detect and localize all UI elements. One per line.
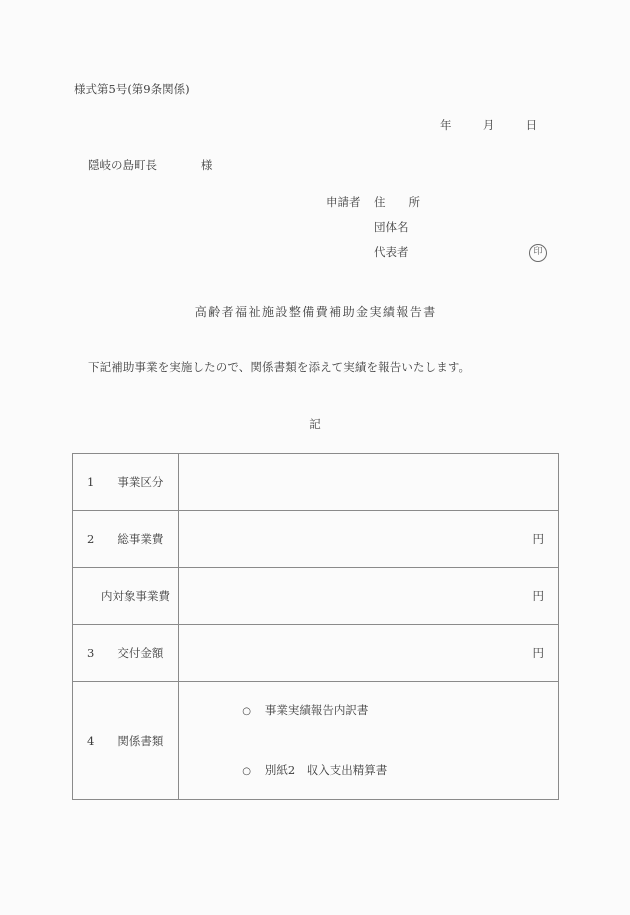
list-item[interactable] [191,693,558,728]
form-code-label: 様式第5号(第9条関係) [74,82,190,96]
applicant-address-label: 住 所 [374,195,420,209]
applicant-organization-label: 団体名 [374,220,409,234]
report-form-table [72,453,559,800]
page-title: 高齢者福祉施設整備費補助金実績報告書 [194,305,437,319]
table-cell-value-eligible-cost[interactable] [179,568,559,625]
circle-bullet-icon: ○ [242,705,251,717]
intro-paragraph: 下記補助事業を実施したので、関係書類を添えて実績を報告いたします。 [88,360,471,374]
table-cell-label-total-cost [73,511,179,568]
related-document-label: 事業実績報告内訳書 [264,702,369,717]
table-row [73,682,559,800]
related-documents-list [179,682,558,799]
applicant-representative-label: 代表者 [374,245,409,259]
table-row [73,568,559,625]
list-item[interactable] [191,753,558,788]
applicant-row-organization [326,222,556,247]
table-cell-label-related-documents [73,682,179,800]
applicant-prefix-label: 申請者 [326,195,361,209]
label-business-category: 1 事業区分 [87,475,164,489]
unit-yen: 円 [532,589,544,603]
table-row [73,625,559,682]
applicant-row-address [326,197,556,222]
table-cell-value-total-cost[interactable] [179,511,559,568]
unit-yen: 円 [532,532,544,546]
label-related-documents: 4 関係書類 [87,733,164,748]
circle-bullet-icon: ○ [242,765,251,777]
label-grant-amount: 3 交付金額 [87,646,164,660]
table-row [73,511,559,568]
applicant-block [326,197,556,272]
ki-marker: 記 [309,417,321,431]
date-line: 年 月 日 [440,118,538,132]
table-cell-label-grant-amount [73,625,179,682]
label-total-cost: 2 総事業費 [87,532,164,546]
table-cell-label-eligible-cost [73,568,179,625]
table-cell-value-grant-amount[interactable] [179,625,559,682]
table-cell-value-business-category[interactable] [179,454,559,511]
related-document-label: 別紙2 収入支出精算書 [264,762,388,777]
addressee-line: 隠岐の島町長 様 [88,158,213,172]
seal-stamp-icon: 印 [529,244,547,262]
table-cell-label-business-category [73,454,179,511]
applicant-row-representative [326,247,556,272]
label-eligible-cost: 内対象事業費 [101,589,170,603]
table-row [73,454,559,511]
unit-yen: 円 [532,646,544,660]
table-cell-value-related-documents[interactable] [179,682,559,800]
